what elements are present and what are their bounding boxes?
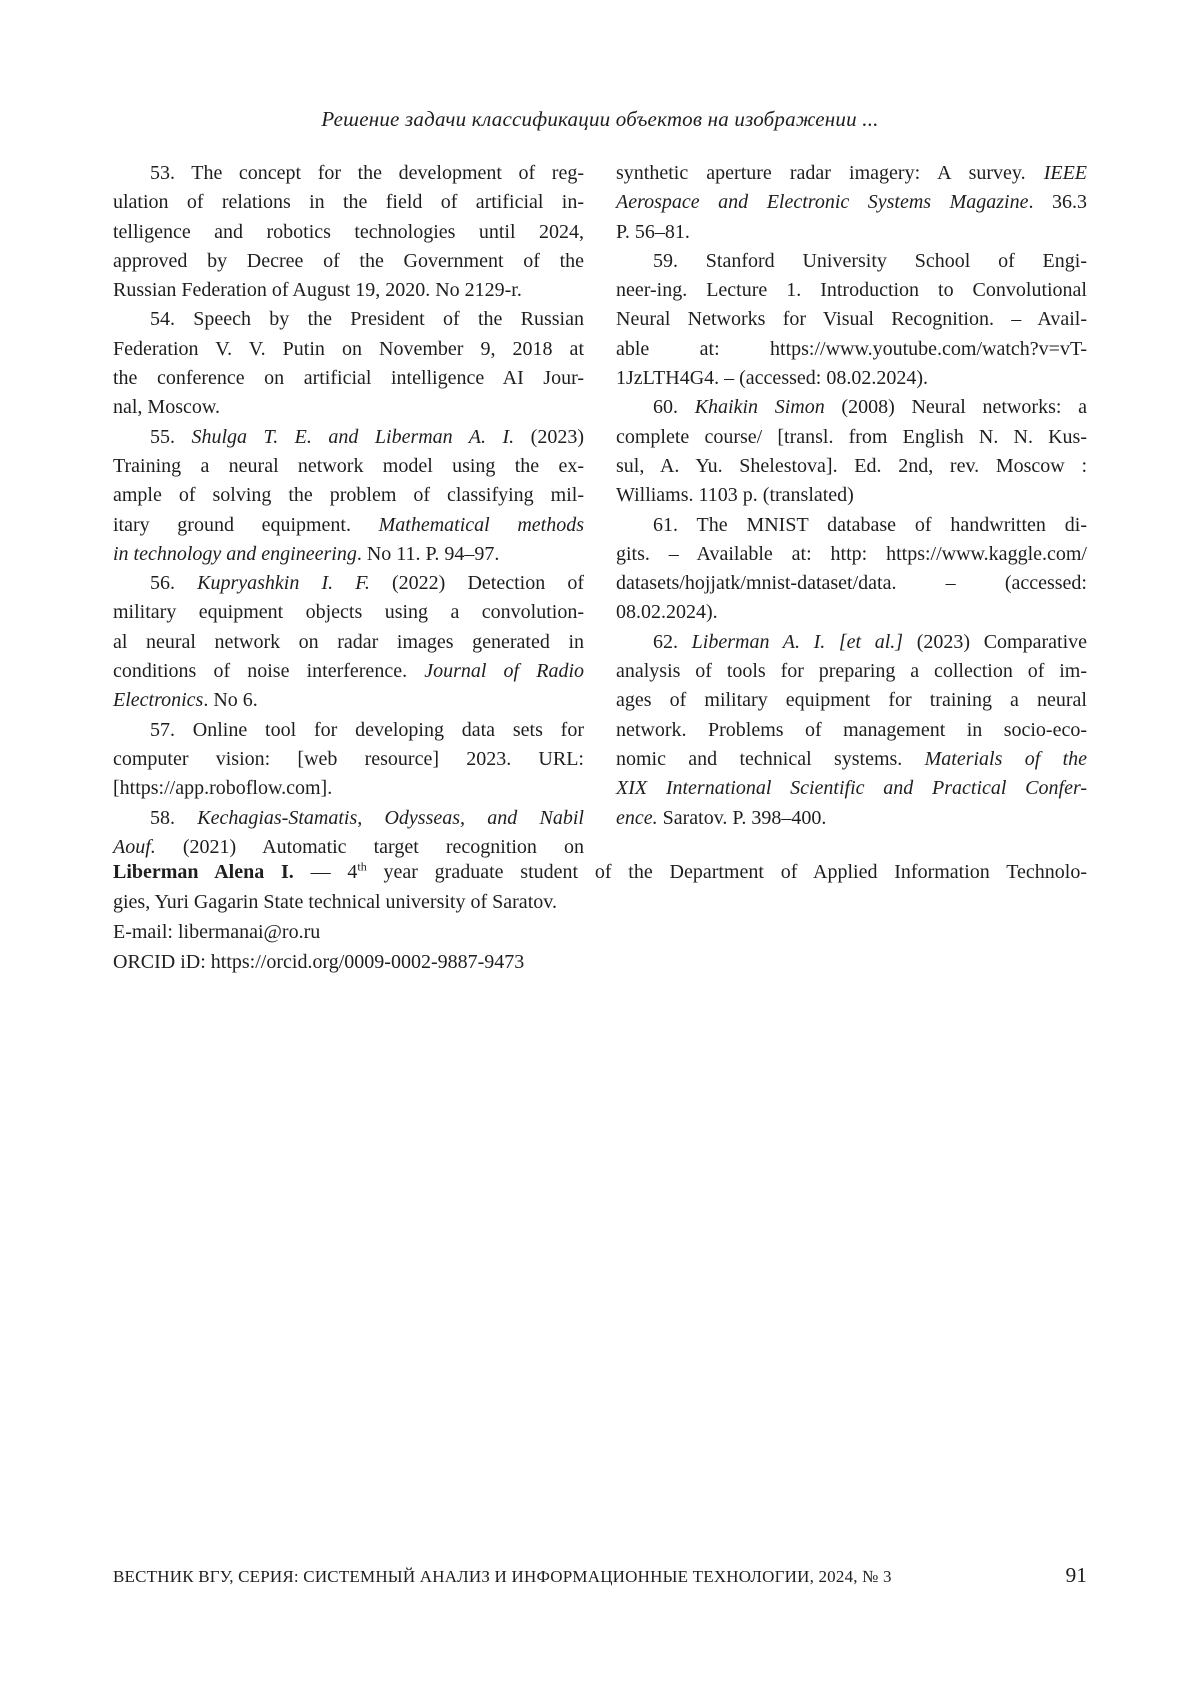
reference-line	[113, 657, 584, 686]
text-segment: E-mail: libermanai@ro.ru	[113, 921, 321, 943]
reference-line	[616, 511, 1087, 540]
text-segment: nal, Moscow.	[113, 396, 221, 419]
text-segment: able at: https://www.youtube.com/watch?v=vT-	[616, 337, 1087, 360]
references-right-column	[616, 159, 1087, 862]
page-footer	[113, 1563, 1087, 1588]
text-segment: 59. Stanford University School of Engi-	[653, 249, 1087, 272]
text-segment: Russian Federation of August 19, 2020. No 2129-r.	[113, 279, 522, 302]
text-segment: datasets/hojjatk/mnist-dataset/data. – (accessed:	[616, 572, 1087, 595]
text-segment: Neural Networks for Visual Recognition. – Avail-	[616, 308, 1087, 331]
reference-line	[113, 686, 584, 715]
reference-line	[616, 598, 1087, 627]
text-segment: XIX International Scientific and Practical Confer-	[616, 777, 1087, 800]
text-segment: approved by Decree of the Government of the	[113, 249, 584, 272]
reference-line	[113, 423, 584, 452]
text-segment: [https://app.roboflow.com].	[113, 777, 333, 800]
reference-line	[113, 745, 584, 774]
journal-title: ВЕСТНИК ВГУ, СЕРИЯ: СИСТЕМНЫЙ АНАЛИЗ И ИНФОРМАЦИОННЫЕ ТЕХНОЛОГИИ, 2024, № 3	[113, 1567, 892, 1586]
text-segment: 60.	[653, 396, 695, 419]
reference-line	[616, 628, 1087, 657]
reference-line	[113, 540, 584, 569]
reference-line	[113, 774, 584, 803]
text-segment: gits. – Available at: http: https://www.kaggle.com/	[616, 542, 1087, 565]
reference-line	[616, 247, 1087, 276]
author-note-line	[113, 947, 1087, 977]
text-segment: Khaikin Simon	[694, 396, 825, 419]
text-segment: ORCID iD: https://orcid.org/0009-0002-9887-9473	[113, 951, 525, 973]
reference-line	[616, 159, 1087, 188]
text-segment: ulation of relations in the field of artificial in-	[113, 191, 584, 214]
text-segment: the conference on artificial intelligence AI Jour-	[113, 367, 584, 390]
reference-line	[113, 393, 584, 422]
reference-line	[113, 628, 584, 657]
text-segment: (2023)	[514, 425, 585, 448]
reference-line	[616, 540, 1087, 569]
text-segment: 1JzLTH4G4. – (accessed: 08.02.2024).	[616, 367, 928, 390]
reference-line	[113, 804, 584, 833]
reference-line	[616, 188, 1087, 217]
reference-line	[113, 276, 584, 305]
reference-line	[113, 335, 584, 364]
text-segment: ence.	[616, 806, 658, 829]
text-segment: P. 56–81.	[616, 220, 690, 243]
text-segment: (2021) Automatic target recognition on	[155, 835, 584, 858]
text-segment: 58.	[150, 806, 198, 829]
text-segment: Kupryashkin I. F.	[197, 572, 370, 595]
text-segment: Williams. 1103 p. (translated)	[616, 484, 854, 507]
text-segment: IEEE	[1043, 162, 1087, 184]
text-segment: computer vision: [web resource] 2023. URL:	[113, 747, 584, 770]
text-segment: sul, A. Yu. Shelestova]. Ed. 2nd, rev. Moscow :	[616, 454, 1087, 477]
text-segment: year graduate student of the Department of Applied Information Technolo-	[366, 861, 1087, 883]
text-segment: (2022) Detection of	[369, 572, 584, 595]
text-segment: 54. Speech by the President of the Russian	[150, 308, 584, 331]
reference-line	[616, 218, 1087, 247]
reference-line	[616, 364, 1087, 393]
text-segment: Saratov. P. 398–400.	[657, 806, 827, 829]
reference-line	[113, 305, 584, 334]
text-segment: — 4	[293, 861, 358, 883]
page-number: 91	[1065, 1563, 1087, 1587]
text-segment: 61. The MNIST database of handwritten di-	[653, 513, 1087, 536]
text-segment: 56.	[150, 572, 198, 595]
reference-line	[113, 247, 584, 276]
reference-line	[113, 159, 584, 188]
text-segment: complete course/ [transl. from English N. N. Kus-	[616, 425, 1087, 448]
text-segment: . No 6.	[203, 689, 258, 712]
reference-line	[616, 393, 1087, 422]
text-segment: telligence and robotics technologies until 2024,	[113, 220, 584, 243]
reference-line	[616, 745, 1087, 774]
text-segment: analysis of tools for preparing a collection of im-	[616, 660, 1087, 683]
text-segment: Aerospace and Electronic Systems Magazine	[616, 191, 1029, 214]
reference-line	[113, 481, 584, 510]
text-segment: nomic and technical systems.	[616, 747, 925, 770]
author-note-line	[113, 887, 1087, 917]
reference-line	[113, 218, 584, 247]
reference-line	[113, 569, 584, 598]
text-segment: conditions of noise interference.	[113, 660, 425, 683]
references-section	[113, 159, 1087, 862]
reference-line	[113, 188, 584, 217]
text-segment: . No 11. P. 94–97.	[356, 542, 500, 565]
author-note	[113, 857, 1087, 977]
text-segment: (2008) Neural networks: a	[824, 396, 1087, 419]
text-segment: Liberman Alena I.	[113, 861, 294, 883]
reference-line	[616, 335, 1087, 364]
reference-line	[616, 452, 1087, 481]
text-segment: ages of military equipment for training a neural	[616, 689, 1087, 712]
text-segment: Electronics	[113, 689, 204, 712]
text-segment: neer-ing. Lecture 1. Introduction to Convolutional	[616, 279, 1087, 302]
reference-line	[113, 511, 584, 540]
author-note-line	[113, 857, 1087, 887]
text-segment: 57. Online tool for developing data sets for	[150, 718, 584, 741]
reference-line	[616, 276, 1087, 305]
reference-line	[616, 481, 1087, 510]
text-segment: military equipment objects using a convolution-	[113, 601, 584, 624]
text-segment: Shulga T. E. and Liberman A. I.	[191, 425, 515, 448]
text-segment: Aouf.	[113, 835, 156, 858]
text-segment: 55.	[150, 425, 192, 448]
running-head: Решение задачи классификации объектов на изображении ...	[321, 107, 879, 131]
text-segment: ample of solving the problem of classifying mil-	[113, 484, 584, 507]
text-segment: network. Problems of management in socio-eco-	[616, 718, 1087, 741]
reference-line	[113, 598, 584, 627]
text-segment: Liberman A. I. [et al.]	[691, 630, 904, 653]
reference-line	[616, 305, 1087, 334]
reference-line	[616, 686, 1087, 715]
text-segment: Kechagias-Stamatis, Odysseas, and Nabil	[197, 806, 584, 829]
reference-line	[616, 657, 1087, 686]
text-segment: Journal of Radio	[424, 660, 585, 683]
reference-line	[113, 452, 584, 481]
reference-line	[616, 569, 1087, 598]
text-segment: al neural network on radar images generated in	[113, 630, 584, 653]
text-segment: Federation V. V. Putin on November 9, 2018 at	[113, 337, 584, 360]
text-segment: in technology and engineering	[113, 542, 357, 565]
text-segment: Materials of the	[924, 747, 1088, 770]
text-segment: (2023) Comparative	[903, 630, 1088, 653]
reference-line	[616, 774, 1087, 803]
text-segment: th	[357, 859, 367, 874]
text-segment: . 36.3	[1028, 191, 1087, 214]
reference-line	[616, 716, 1087, 745]
reference-line	[113, 716, 584, 745]
text-segment: 62.	[653, 630, 692, 653]
author-note-line	[113, 917, 1087, 947]
reference-line	[616, 804, 1087, 833]
references-left-column	[113, 159, 584, 862]
text-segment: Training a neural network model using the ex-	[113, 454, 584, 477]
text-segment: gies, Yuri Gagarin State technical university of Saratov.	[113, 891, 557, 913]
reference-line	[113, 364, 584, 393]
text-segment: itary ground equipment.	[113, 513, 379, 536]
text-segment: synthetic aperture radar imagery: A survey.	[616, 162, 1044, 184]
text-segment: 53. The concept for the development of reg-	[150, 162, 584, 184]
reference-line	[616, 423, 1087, 452]
text-segment: Mathematical methods	[378, 513, 584, 536]
text-segment: 08.02.2024).	[616, 601, 718, 624]
